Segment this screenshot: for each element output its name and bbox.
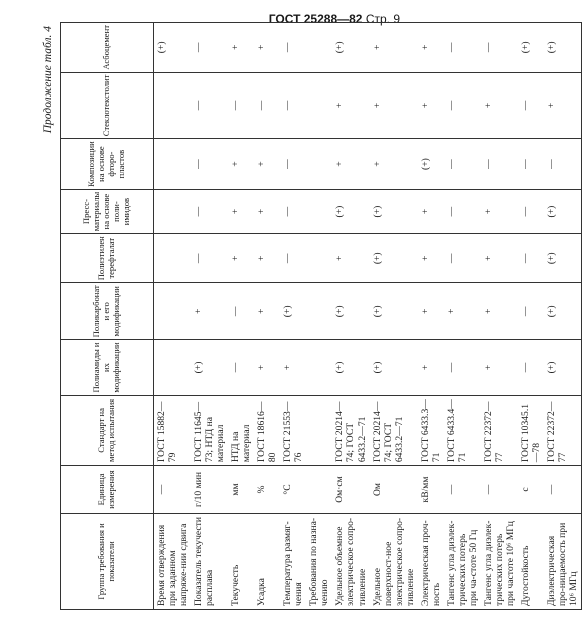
mark-cell — [280, 23, 306, 73]
mark: + — [371, 102, 383, 109]
mark-cell — [332, 139, 369, 190]
mark-cell — [254, 340, 280, 395]
standard-cell: ГОСТ 15882—79 — [154, 395, 192, 466]
mark-cell — [228, 189, 254, 233]
mark: + — [419, 308, 431, 315]
mark-cell — [191, 189, 228, 233]
mark-cell — [418, 189, 444, 233]
mark-cell — [444, 72, 481, 139]
unit-cell: % — [254, 466, 280, 514]
mark-cell — [306, 340, 332, 395]
mark-cell — [481, 189, 518, 233]
mark-cell — [418, 139, 444, 190]
mark: + — [371, 161, 383, 167]
mark: (+) — [334, 305, 346, 318]
mark: + — [482, 308, 494, 315]
table-row — [418, 23, 444, 610]
group-cell: Время отверждения при заданном напряже-нии сдвига — [154, 513, 192, 609]
mark-cell — [254, 23, 280, 73]
mark-cell — [332, 72, 369, 139]
mark: (+) — [545, 305, 557, 318]
mark-cell — [444, 139, 481, 190]
mark-cell — [306, 283, 332, 340]
unit-cell: кВ/мм — [418, 466, 444, 514]
standard-cell: ГОСТ 22372—77 — [481, 395, 518, 466]
mark: (+) — [545, 41, 557, 54]
standard-cell: ГОСТ 6433.3—71 — [418, 395, 444, 466]
mark: + — [419, 44, 431, 51]
mark-cell — [254, 189, 280, 233]
table-row — [518, 23, 544, 610]
standard-cell — [306, 395, 332, 466]
unit-cell — [306, 466, 332, 514]
mark: + — [419, 102, 431, 109]
table-body — [154, 23, 582, 610]
mark-cell — [332, 23, 369, 73]
standard-cell: ГОСТ 6433.4—71 — [444, 395, 481, 466]
standard-number: ГОСТ 25288—82 — [268, 12, 363, 26]
mark: + — [419, 364, 431, 371]
mark-cell — [332, 189, 369, 233]
mark-cell — [544, 23, 582, 73]
mark: + — [334, 161, 346, 167]
table-header-row — [61, 23, 154, 610]
mark-cell — [444, 340, 481, 395]
mark-cell — [518, 72, 544, 139]
group-cell: Диэлектрическая про-ницаемость при 10⁶ МГц — [544, 513, 582, 609]
mark-cell — [280, 340, 306, 395]
mark: + — [482, 208, 494, 215]
mark: + — [334, 102, 346, 109]
mark: — — [193, 100, 205, 111]
mark-cell — [444, 189, 481, 233]
table-row — [370, 23, 418, 610]
mark: + — [256, 364, 268, 371]
requirements-table — [60, 22, 582, 610]
mark: — — [482, 42, 494, 53]
mark-cell — [254, 283, 280, 340]
mark: (+) — [334, 41, 346, 54]
mark: — — [282, 100, 294, 111]
mark-cell — [481, 234, 518, 283]
mark: (+) — [371, 361, 383, 374]
mark-cell — [228, 23, 254, 73]
standard-cell: ГОСТ 20214—74; ГОСТ 6433.2—71 — [332, 395, 369, 466]
mark-cell — [418, 283, 444, 340]
mark: — — [519, 206, 531, 217]
group-cell: Температура размяг-чения — [280, 513, 306, 609]
mark: — — [519, 253, 531, 264]
mark-cell — [370, 23, 418, 73]
mark-cell — [518, 283, 544, 340]
mark-cell — [154, 189, 192, 233]
standard-cell: ГОСТ 20214—74; ГОСТ 6433.2—71 — [370, 395, 418, 466]
mark: + — [256, 44, 268, 51]
mark-cell — [418, 234, 444, 283]
mark-cell — [370, 234, 418, 283]
table-row — [154, 23, 192, 610]
mark: + — [193, 308, 205, 315]
table-row — [254, 23, 280, 610]
mark: — — [193, 42, 205, 53]
mark: — — [445, 362, 457, 373]
unit-cell: Ом — [370, 466, 418, 514]
col-asbestos: Асбоцемент — [61, 23, 154, 73]
unit-cell: — — [544, 466, 582, 514]
mark-cell — [254, 234, 280, 283]
mark: (+) — [334, 361, 346, 374]
mark-cell — [518, 23, 544, 73]
col-glass-textolite: Стеклотекстолит — [61, 72, 154, 139]
mark-cell — [544, 189, 582, 233]
standard-cell: ГОСТ 11645—73; НТД на материал — [191, 395, 228, 466]
mark-cell — [418, 23, 444, 73]
mark: + — [256, 208, 268, 215]
mark: + — [419, 208, 431, 215]
unit-cell: Ом·см — [332, 466, 369, 514]
table-row — [228, 23, 254, 610]
mark-cell — [306, 234, 332, 283]
mark-cell — [154, 283, 192, 340]
mark: — — [445, 253, 457, 264]
unit-cell: с — [518, 466, 544, 514]
mark: + — [230, 161, 242, 167]
mark-cell — [254, 72, 280, 139]
mark-cell — [228, 340, 254, 395]
mark: — — [445, 42, 457, 53]
table-row — [444, 23, 481, 610]
mark: — — [193, 206, 205, 217]
mark-cell — [518, 189, 544, 233]
mark-cell — [306, 189, 332, 233]
group-cell: Дугостойкость — [518, 513, 544, 609]
mark-cell — [306, 139, 332, 190]
mark-cell — [280, 139, 306, 190]
group-cell: Удельное объемное электрическое сопро-тивление — [332, 513, 369, 609]
mark-cell — [544, 139, 582, 190]
col-compositions: Композиции на основе фторо-пластов — [61, 139, 154, 190]
standard-cell: НТД на материал — [228, 395, 254, 466]
table-continuation-label: Продолжение табл. 4 — [42, 26, 54, 134]
mark-cell — [370, 139, 418, 190]
mark-cell — [154, 72, 192, 139]
table-row — [280, 23, 306, 610]
mark-cell — [444, 283, 481, 340]
rotated-table-block — [42, 20, 580, 610]
mark: + — [545, 102, 557, 109]
unit-cell: г/10 мин — [191, 466, 228, 514]
mark: — — [445, 159, 457, 169]
table-row — [481, 23, 518, 610]
col-polyethylene: Полиэтилен терефталат — [61, 234, 154, 283]
col-standard: Стандарт на метод испытания — [61, 395, 154, 466]
mark: — — [519, 362, 531, 373]
mark: (+) — [371, 205, 383, 218]
mark-cell — [280, 189, 306, 233]
mark: + — [334, 255, 346, 261]
table-row — [332, 23, 369, 610]
mark-cell — [370, 189, 418, 233]
unit-cell: — — [154, 466, 192, 514]
mark-cell — [444, 234, 481, 283]
mark: — — [282, 206, 294, 217]
mark: + — [445, 308, 457, 315]
mark-cell — [280, 72, 306, 139]
col-press-materials: Пресс-материалы на основе поли-имидов — [61, 189, 154, 233]
mark-cell — [254, 139, 280, 190]
mark-cell — [370, 72, 418, 139]
unit-cell: — — [481, 466, 518, 514]
mark-cell — [228, 72, 254, 139]
mark-cell — [481, 23, 518, 73]
mark: — — [282, 159, 294, 169]
mark-cell — [332, 234, 369, 283]
mark-cell — [544, 283, 582, 340]
mark: — — [230, 362, 242, 373]
mark: — — [545, 159, 557, 169]
mark-cell — [191, 234, 228, 283]
mark-cell — [191, 139, 228, 190]
group-cell: Требования по назна-чению — [306, 513, 332, 609]
mark: — — [193, 159, 205, 169]
mark: + — [230, 44, 242, 51]
standard-cell: ГОСТ 22372—77 — [544, 395, 582, 466]
group-cell: Тангенс угла диэлек-трических потерь при частоте 10⁶ МГц — [481, 513, 518, 609]
group-cell: Электрическая проч-ность — [418, 513, 444, 609]
mark-cell — [154, 139, 192, 190]
mark: + — [256, 161, 268, 167]
mark-cell — [306, 72, 332, 139]
mark: + — [230, 208, 242, 215]
mark: (+) — [156, 41, 167, 54]
mark-cell — [191, 72, 228, 139]
mark: (+) — [419, 158, 431, 170]
group-cell: Тангенс угла диэлек-трических потерь при ча-стоте 50 Гц — [444, 513, 481, 609]
mark-cell — [280, 283, 306, 340]
group-cell: Показатель текучести расплава — [191, 513, 228, 609]
mark-cell — [306, 23, 332, 73]
mark: + — [482, 255, 494, 261]
mark: (+) — [334, 205, 346, 218]
unit-cell: — — [444, 466, 481, 514]
mark-cell — [154, 234, 192, 283]
mark-cell — [418, 340, 444, 395]
table-row — [191, 23, 228, 610]
mark: — — [282, 42, 294, 53]
mark-cell — [154, 23, 192, 73]
mark-cell — [518, 340, 544, 395]
mark-cell — [191, 23, 228, 73]
mark: + — [282, 364, 294, 371]
mark: + — [482, 364, 494, 371]
standard-cell: ГОСТ 21553—76 — [280, 395, 306, 466]
mark-cell — [332, 283, 369, 340]
mark-cell — [518, 234, 544, 283]
mark: — — [519, 159, 531, 169]
mark-cell — [154, 340, 192, 395]
mark: (+) — [545, 205, 557, 218]
mark-cell — [370, 340, 418, 395]
mark: + — [482, 102, 494, 109]
mark: — — [193, 253, 205, 264]
page-number: Стр. 9 — [365, 12, 400, 26]
table-row — [544, 23, 582, 610]
col-polyamides: Полиамиды и их модификации — [61, 340, 154, 395]
mark: — — [230, 306, 242, 317]
mark-cell — [481, 283, 518, 340]
mark-cell — [280, 234, 306, 283]
mark: (+) — [545, 252, 557, 265]
mark: — — [519, 100, 531, 111]
group-cell: Усадка — [254, 513, 280, 609]
mark: — — [445, 206, 457, 217]
mark: + — [256, 255, 268, 261]
mark-cell — [544, 340, 582, 395]
mark: + — [371, 44, 383, 51]
mark: (+) — [545, 361, 557, 374]
mark: — — [230, 100, 242, 111]
mark-cell — [518, 139, 544, 190]
unit-cell: мм — [228, 466, 254, 514]
mark: + — [419, 255, 431, 261]
mark: (+) — [193, 361, 205, 374]
mark-cell — [332, 340, 369, 395]
mark-cell — [418, 72, 444, 139]
mark: — — [282, 253, 294, 264]
mark: (+) — [371, 252, 383, 265]
mark: (+) — [282, 305, 294, 318]
mark-cell — [228, 283, 254, 340]
mark: + — [256, 308, 268, 315]
mark-cell — [228, 234, 254, 283]
mark: — — [256, 100, 268, 111]
mark-cell — [481, 72, 518, 139]
mark: — — [519, 306, 531, 317]
mark-cell — [228, 139, 254, 190]
mark: — — [445, 100, 457, 111]
mark-cell — [544, 72, 582, 139]
mark-cell — [191, 340, 228, 395]
mark-cell — [370, 283, 418, 340]
mark-cell — [481, 139, 518, 190]
mark: + — [230, 255, 242, 261]
mark: (+) — [519, 41, 531, 54]
col-group: Группа требования и показатели — [61, 513, 154, 609]
mark-cell — [481, 340, 518, 395]
standard-cell: ГОСТ 18616—80 — [254, 395, 280, 466]
unit-cell: °С — [280, 466, 306, 514]
group-cell: Текучесть — [228, 513, 254, 609]
mark-cell — [191, 283, 228, 340]
mark-cell — [544, 234, 582, 283]
col-polycarbonate: Поликарбонат и его модификации — [61, 283, 154, 340]
mark-cell — [444, 23, 481, 73]
col-unit: Единица измерения — [61, 466, 154, 514]
table-row — [306, 23, 332, 610]
mark: — — [482, 159, 494, 169]
group-cell: Удельное поверхност-ное электрическое сопро-тивление — [370, 513, 418, 609]
mark: (+) — [371, 305, 383, 318]
standard-cell: ГОСТ 10345.1—78 — [518, 395, 544, 466]
